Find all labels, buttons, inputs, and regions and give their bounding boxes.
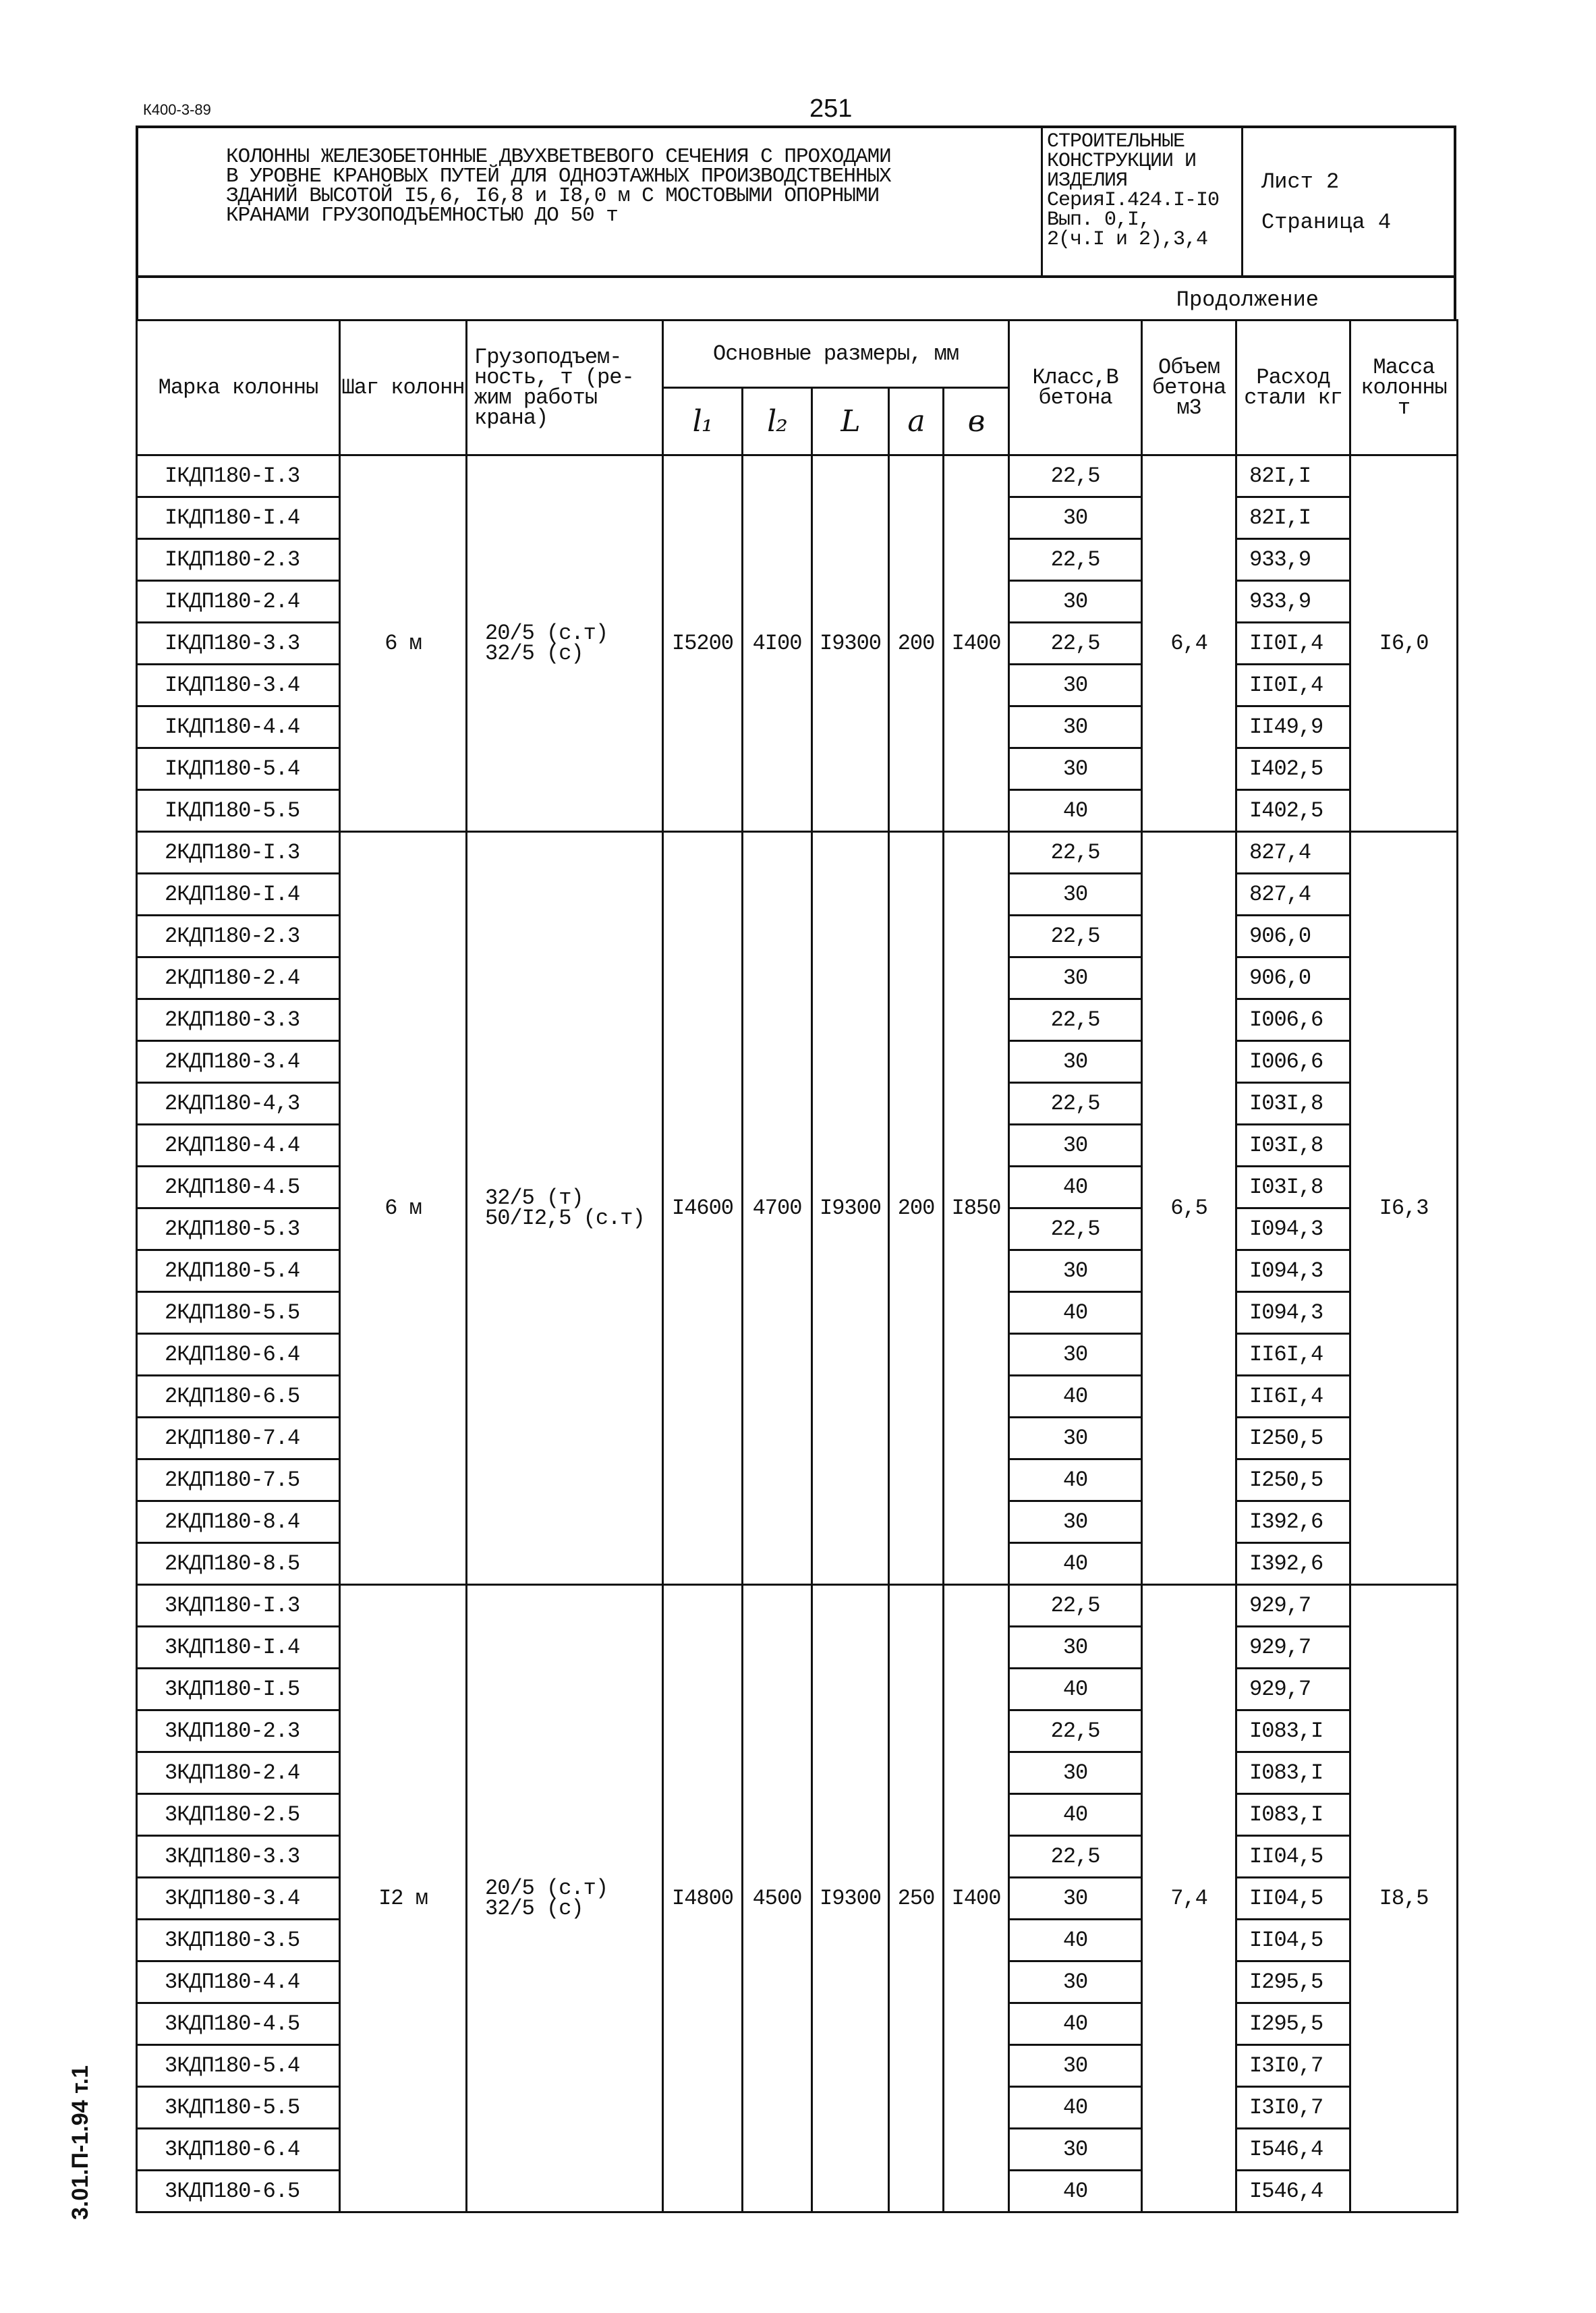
col-capacity: Грузоподъем- ность, т (ре- жим работы крана) — [467, 321, 663, 455]
mark-cell: 2КДП180-6.4 — [137, 1334, 340, 1376]
steel-cell: I03I,8 — [1236, 1083, 1350, 1125]
steel-cell: 929,7 — [1236, 1669, 1350, 1710]
concrete-class-cell: 30 — [1009, 748, 1142, 790]
steel-cell: II04,5 — [1236, 1878, 1350, 1920]
steel-cell: II04,5 — [1236, 1836, 1350, 1878]
concrete-class-cell: 22,5 — [1009, 455, 1142, 497]
mark-cell: IКДП180-I.3 — [137, 455, 340, 497]
l2-cell: 4I00 — [743, 455, 812, 832]
l1-cell: I4600 — [663, 832, 743, 1585]
steel-cell: I006,6 — [1236, 999, 1350, 1041]
mark-cell: 3КДП180-2.4 — [137, 1752, 340, 1794]
mark-cell: 2КДП180-2.3 — [137, 916, 340, 957]
steel-cell: 933,9 — [1236, 581, 1350, 623]
steel-cell: I295,5 — [1236, 2003, 1350, 2045]
col-concrete-class: Класс,В бетона — [1009, 321, 1142, 455]
concrete-class-cell: 40 — [1009, 1543, 1142, 1585]
l1-cell: I5200 — [663, 455, 743, 832]
concrete-class-cell: 22,5 — [1009, 623, 1142, 665]
mark-cell: IКДП180-2.3 — [137, 539, 340, 581]
mark-cell: IКДП180-5.5 — [137, 790, 340, 832]
steel-cell: I083,I — [1236, 1752, 1350, 1794]
mark-cell: 2КДП180-I.4 — [137, 874, 340, 916]
sheet-info: Лист 2 Страница 4 — [1261, 169, 1392, 235]
concrete-class-cell: 22,5 — [1009, 1710, 1142, 1752]
mark-cell: 2КДП180-2.4 — [137, 957, 340, 999]
col-l2: l₂ — [743, 388, 812, 455]
volume-cell: 7,4 — [1142, 1585, 1236, 2212]
document-title: КОЛОННЫ ЖЕЛЕЗОБЕТОННЫЕ ДВУХВЕТВЕВОГО СЕЧЕНИЯ С ПРОХОДАМИ В УРОВНЕ КРАНОВЫХ ПУТЕЙ ДЛЯ ОДНОЭТАЖНЫХ ПРОИЗВОДСТВЕННЫХ ЗДАНИЙ ВЫСОТОЙ I5,6, I6,8 и I8,0 м С МОСТОВЫМИ ОПОРНЫМИ КРАНАМИ ГРУЗОПОДЪЕМНОСТЬЮ ДО 50 т — [226, 145, 891, 227]
title-block — [136, 126, 1456, 278]
concrete-class-cell: 22,5 — [1009, 1083, 1142, 1125]
concrete-class-cell: 30 — [1009, 1627, 1142, 1669]
steel-cell: I3I0,7 — [1236, 2045, 1350, 2087]
b-cell: I850 — [944, 832, 1009, 1585]
concrete-class-cell: 40 — [1009, 790, 1142, 832]
continuation-label: Продолжение — [1176, 287, 1319, 312]
steel-cell: II49,9 — [1236, 706, 1350, 748]
mark-cell: 2КДП180-7.5 — [137, 1459, 340, 1501]
concrete-class-cell: 22,5 — [1009, 832, 1142, 874]
steel-cell: I083,I — [1236, 1794, 1350, 1836]
concrete-class-cell: 22,5 — [1009, 1585, 1142, 1627]
mark-cell: 3КДП180-2.3 — [137, 1710, 340, 1752]
concrete-class-cell: 40 — [1009, 2003, 1142, 2045]
mark-cell: 3КДП180-6.5 — [137, 2171, 340, 2212]
mark-cell: 3КДП180-I.3 — [137, 1585, 340, 1627]
document-code: К400-3-89 — [143, 101, 211, 118]
steel-cell: I083,I — [1236, 1710, 1350, 1752]
concrete-class-cell: 22,5 — [1009, 999, 1142, 1041]
steel-cell: I402,5 — [1236, 790, 1350, 832]
side-label: 3.01.П-1.94 т.1 — [67, 2065, 93, 2220]
concrete-class-cell: 22,5 — [1009, 1208, 1142, 1250]
mark-cell: IКДП180-4.4 — [137, 706, 340, 748]
steel-cell: 906,0 — [1236, 916, 1350, 957]
steel-cell: I295,5 — [1236, 1961, 1350, 2003]
step-cell: I2 м — [340, 1585, 467, 2212]
steel-cell: 82I,I — [1236, 455, 1350, 497]
volume-cell: 6,5 — [1142, 832, 1236, 1585]
concrete-class-cell: 40 — [1009, 2087, 1142, 2129]
table-row — [137, 1585, 1458, 1627]
mark-cell: 2КДП180-5.3 — [137, 1208, 340, 1250]
mark-cell: IКДП180-I.4 — [137, 497, 340, 539]
mark-cell: 3КДП180-4.4 — [137, 1961, 340, 2003]
table-row — [137, 832, 1458, 874]
L-cell: I9300 — [812, 455, 889, 832]
mark-cell: IКДП180-5.4 — [137, 748, 340, 790]
concrete-class-cell: 30 — [1009, 1878, 1142, 1920]
steel-cell: I03I,8 — [1236, 1125, 1350, 1167]
concrete-class-cell: 40 — [1009, 1376, 1142, 1418]
mark-cell: IКДП180-3.4 — [137, 665, 340, 706]
col-L: L — [812, 388, 889, 455]
step-cell: 6 м — [340, 455, 467, 832]
concrete-class-cell: 30 — [1009, 1752, 1142, 1794]
concrete-class-cell: 30 — [1009, 1334, 1142, 1376]
L-cell: I9300 — [812, 832, 889, 1585]
steel-cell: I03I,8 — [1236, 1167, 1350, 1208]
concrete-class-cell: 22,5 — [1009, 1836, 1142, 1878]
concrete-class-cell: 40 — [1009, 1292, 1142, 1334]
b-cell: I400 — [944, 455, 1009, 832]
mark-cell: 3КДП180-3.4 — [137, 1878, 340, 1920]
mark-cell: 2КДП180-5.5 — [137, 1292, 340, 1334]
a-cell: 200 — [889, 455, 944, 832]
capacity-cell: 20/5 (с.т) 32/5 (с) — [467, 455, 663, 832]
mark-cell: 2КДП180-7.4 — [137, 1418, 340, 1459]
steel-cell: 929,7 — [1236, 1585, 1350, 1627]
mass-cell: I6,0 — [1350, 455, 1458, 832]
l2-cell: 4700 — [743, 832, 812, 1585]
volume-cell: 6,4 — [1142, 455, 1236, 832]
concrete-class-cell: 30 — [1009, 497, 1142, 539]
table-row — [137, 455, 1458, 497]
series-info: СТРОИТЕЛЬНЫЕ КОНСТРУКЦИИ И ИЗДЕЛИЯ СерияI.424.I-I0 Вып. 0,I, 2(ч.I и 2),3,4 — [1041, 128, 1243, 275]
concrete-class-cell: 30 — [1009, 874, 1142, 916]
concrete-class-cell: 30 — [1009, 1418, 1142, 1459]
mark-cell: 3КДП180-5.4 — [137, 2045, 340, 2087]
concrete-class-cell: 30 — [1009, 1250, 1142, 1292]
steel-cell: I392,6 — [1236, 1501, 1350, 1543]
steel-cell: II6I,4 — [1236, 1376, 1350, 1418]
mark-cell: IКДП180-2.4 — [137, 581, 340, 623]
col-step: Шаг колонн — [340, 321, 467, 455]
concrete-class-cell: 30 — [1009, 957, 1142, 999]
col-mark: Марка колонны — [137, 321, 340, 455]
steel-cell: 929,7 — [1236, 1627, 1350, 1669]
steel-cell: II04,5 — [1236, 1920, 1350, 1961]
col-dims: Основные размеры, мм — [663, 321, 1009, 388]
concrete-class-cell: 40 — [1009, 2171, 1142, 2212]
steel-cell: II6I,4 — [1236, 1334, 1350, 1376]
steel-cell: II0I,4 — [1236, 623, 1350, 665]
steel-cell: I250,5 — [1236, 1459, 1350, 1501]
steel-cell: 82I,I — [1236, 497, 1350, 539]
steel-cell: I546,4 — [1236, 2171, 1350, 2212]
concrete-class-cell: 30 — [1009, 2129, 1142, 2171]
mark-cell: 3КДП180-I.4 — [137, 1627, 340, 1669]
steel-cell: 827,4 — [1236, 874, 1350, 916]
concrete-class-cell: 30 — [1009, 706, 1142, 748]
mark-cell: 2КДП180-8.4 — [137, 1501, 340, 1543]
steel-cell: I392,6 — [1236, 1543, 1350, 1585]
concrete-class-cell: 30 — [1009, 1501, 1142, 1543]
mass-cell: I6,3 — [1350, 832, 1458, 1585]
a-cell: 200 — [889, 832, 944, 1585]
steel-cell: 906,0 — [1236, 957, 1350, 999]
concrete-class-cell: 40 — [1009, 1669, 1142, 1710]
steel-cell: I094,3 — [1236, 1292, 1350, 1334]
mark-cell: 2КДП180-8.5 — [137, 1543, 340, 1585]
mark-cell: 3КДП180-3.5 — [137, 1920, 340, 1961]
mark-cell: 3КДП180-5.5 — [137, 2087, 340, 2129]
steel-cell: I094,3 — [1236, 1250, 1350, 1292]
steel-cell: II0I,4 — [1236, 665, 1350, 706]
col-steel: Расход стали кг — [1236, 321, 1350, 455]
mark-cell: IКДП180-3.3 — [137, 623, 340, 665]
col-l1: l₁ — [663, 388, 743, 455]
mark-cell: 3КДП180-3.3 — [137, 1836, 340, 1878]
concrete-class-cell: 30 — [1009, 1125, 1142, 1167]
mark-cell: 2КДП180-5.4 — [137, 1250, 340, 1292]
mark-cell: 3КДП180-I.5 — [137, 1669, 340, 1710]
steel-cell: 933,9 — [1236, 539, 1350, 581]
l2-cell: 4500 — [743, 1585, 812, 2212]
concrete-class-cell: 30 — [1009, 1961, 1142, 2003]
a-cell: 250 — [889, 1585, 944, 2212]
concrete-class-cell: 40 — [1009, 1167, 1142, 1208]
concrete-class-cell: 30 — [1009, 1041, 1142, 1083]
mark-cell: 3КДП180-6.4 — [137, 2129, 340, 2171]
concrete-class-cell: 22,5 — [1009, 916, 1142, 957]
concrete-class-cell: 30 — [1009, 2045, 1142, 2087]
col-concrete-volume: Объем бетона м3 — [1142, 321, 1236, 455]
mark-cell: 3КДП180-2.5 — [137, 1794, 340, 1836]
page-number: 251 — [809, 94, 853, 123]
mark-cell: 2КДП180-3.4 — [137, 1041, 340, 1083]
concrete-class-cell: 22,5 — [1009, 539, 1142, 581]
capacity-cell: 32/5 (т) 50/I2,5 (с.т) — [467, 832, 663, 1585]
columns-table — [136, 319, 1458, 2213]
mark-cell: 2КДП180-3.3 — [137, 999, 340, 1041]
step-cell: 6 м — [340, 832, 467, 1585]
concrete-class-cell: 30 — [1009, 665, 1142, 706]
col-mass: Масса колонны т — [1350, 321, 1458, 455]
steel-cell: 827,4 — [1236, 832, 1350, 874]
steel-cell: I094,3 — [1236, 1208, 1350, 1250]
continuation-row — [136, 278, 1456, 319]
mark-cell: 2КДП180-I.3 — [137, 832, 340, 874]
L-cell: I9300 — [812, 1585, 889, 2212]
b-cell: I400 — [944, 1585, 1009, 2212]
mass-cell: I8,5 — [1350, 1585, 1458, 2212]
mark-cell: 3КДП180-4.5 — [137, 2003, 340, 2045]
mark-cell: 2КДП180-4,3 — [137, 1083, 340, 1125]
mark-cell: 2КДП180-4.5 — [137, 1167, 340, 1208]
capacity-cell: 20/5 (с.т) 32/5 (с) — [467, 1585, 663, 2212]
concrete-class-cell: 30 — [1009, 581, 1142, 623]
concrete-class-cell: 40 — [1009, 1459, 1142, 1501]
col-a: a — [889, 388, 944, 455]
l1-cell: I4800 — [663, 1585, 743, 2212]
mark-cell: 2КДП180-4.4 — [137, 1125, 340, 1167]
steel-cell: I546,4 — [1236, 2129, 1350, 2171]
steel-cell: I402,5 — [1236, 748, 1350, 790]
col-b: в — [944, 388, 1009, 455]
concrete-class-cell: 40 — [1009, 1920, 1142, 1961]
steel-cell: I3I0,7 — [1236, 2087, 1350, 2129]
mark-cell: 2КДП180-6.5 — [137, 1376, 340, 1418]
steel-cell: I006,6 — [1236, 1041, 1350, 1083]
steel-cell: I250,5 — [1236, 1418, 1350, 1459]
concrete-class-cell: 40 — [1009, 1794, 1142, 1836]
